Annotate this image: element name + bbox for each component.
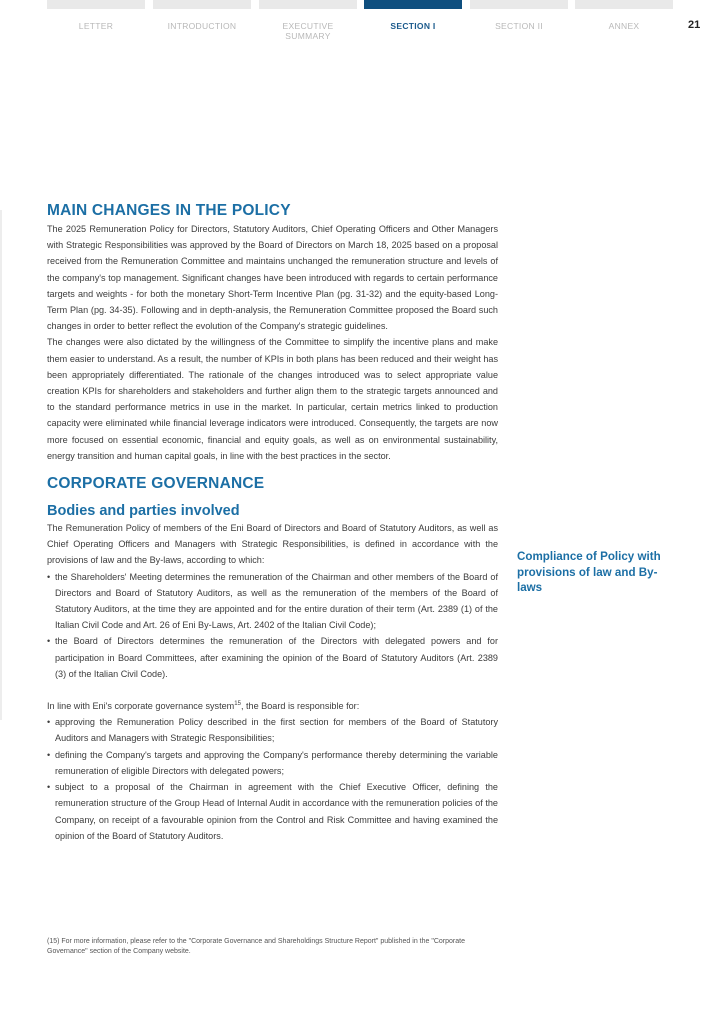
tab-label: SECTION I	[390, 21, 436, 31]
tab-bar	[575, 0, 673, 9]
footnote-ref[interactable]: 15	[234, 701, 241, 708]
page-edge-divider	[0, 210, 2, 720]
tab-bar	[47, 0, 145, 9]
page-number: 21	[688, 19, 701, 31]
governance-list-2	[47, 714, 498, 844]
list-item: • subject to a proposal of the Chairman in agreement with the Chief Executive Officer, defining the remuneration structure of the Group Head of Internal Audit in accordance with the remuneration policies of the Company, on receipt of a favourable opinion from the Control and Risk Committee and having examined the opinion of the Board of Statutory Auditors.	[47, 779, 498, 844]
section-nav	[47, 0, 672, 41]
main-changes-heading: MAIN CHANGES IN THE POLICY	[47, 202, 291, 219]
tab-bar	[259, 0, 357, 9]
corporate-governance-heading: CORPORATE GOVERNANCE	[47, 475, 265, 493]
tab-label: SECTION II	[495, 21, 543, 31]
list-item: • the Board of Directors determines the remuneration of the Directors with delegated powers and for participation in Board Committees, after examining the opinion of the Board of Statutory Auditors (Art. 2389 (3) of the Italian Civil Code).	[47, 633, 498, 682]
tab-label: ANNEX	[608, 21, 640, 31]
governance-intro-paragraph: The Remuneration Policy of members of the Eni Board of Directors and Board of Statutory Auditors, as well as Chief Operating Officers and Managers with Strategic Responsibilities, is defined in accordance with the provisions of law and the By-laws, according to which:	[47, 523, 498, 566]
list-item: • the Shareholders' Meeting determines the remuneration of the Chairman and other members of the Board of Directors and Board of Statutory Auditors, as well as the remuneration of the members of the Board of Statutory Auditors, at the time they are appointed and for the entire duration of their term (Art. 2389 (1) of the Italian Civil Code and Art. 26 of Eni By-Laws, Art. 2402 of the Italian Civil Code);	[47, 569, 498, 634]
main-changes-paragraph-2: The changes were also dictated by the willingness of the Committee to simplify the incentive plans and make them easier to understand. As a result, the number of KPIs in both plans has been reduced and their weight has been appropriately differentiated. The rationale of the changes introduced was to select appropriate value creation KPIs for shareholders and stakeholders and further align them to the strategic targets announced and to the standard performance metrics in use in the market. In particular, certain metrics linked to production capacity were eliminated while financial leverage indicators were introduced. Consequently, the targets are now more focused on essential economic, financial and equity goals, as well as on environmental sustainability, energy transition and human capital goals, in line with the best practices in the sector.	[47, 337, 498, 461]
tab-bar	[470, 0, 568, 9]
main-changes-paragraph-1: The 2025 Remuneration Policy for Directors, Statutory Auditors, Chief Operating Officers and Other Managers with Strategic Responsibilities was approved by the Board of Directors on March 18, 2025 based on a proposal received from the Remuneration Committee and maintains unchanged the remuneration structure and levels of the company's top management. Significant changes have been introduced with regards to certain performance targets and weights - for both the monetary Short-Term Incentive Plan (pg. 31-32) and the equity-based Long-Term Plan (pg. 34-35). Following and in depth-analysis, the Remuneration Committee proposed the Board such changes in order to better reflect the evolution of the Company's strategic guidelines.	[47, 224, 498, 332]
board-responsibility-text-end: , the Board is responsible for:	[240, 701, 360, 712]
tab-label: EXECUTIVE SUMMARY	[282, 21, 334, 41]
tab-label: INTRODUCTION	[167, 21, 237, 31]
board-responsibility-text: In line with Eni's corporate governance system	[47, 701, 235, 712]
sidenote-compliance: Compliance of Policy with provisions of law and By-laws	[517, 550, 661, 594]
board-responsibility-paragraph	[47, 698, 498, 714]
tab-section-i[interactable]	[364, 0, 462, 36]
bodies-parties-subheading: Bodies and parties involved	[47, 503, 240, 520]
tab-label: LETTER	[78, 21, 114, 31]
tab-annex[interactable]	[575, 0, 673, 36]
tab-section-ii[interactable]	[470, 0, 568, 36]
list-item: • defining the Company's targets and approving the Company's performance thereby determining the variable remuneration of eligible Directors with delegated powers;	[47, 747, 498, 779]
footnote: (15) For more information, please refer to the "Corporate Governance and Shareholdings Structure Report" published in the "Corporate Governance" section of the Company website.	[47, 938, 465, 955]
tab-introduction[interactable]	[153, 0, 251, 36]
tab-bar	[153, 0, 251, 9]
tab-bar	[364, 0, 462, 9]
list-item: • approving the Remuneration Policy described in the first section for members of the Board of Statutory Auditors and Managers with Strategic Responsibilities;	[47, 714, 498, 746]
tab-executive-summary[interactable]	[259, 0, 357, 41]
tab-letter[interactable]	[47, 0, 145, 36]
main-content	[47, 201, 498, 844]
governance-list-1	[47, 569, 498, 682]
